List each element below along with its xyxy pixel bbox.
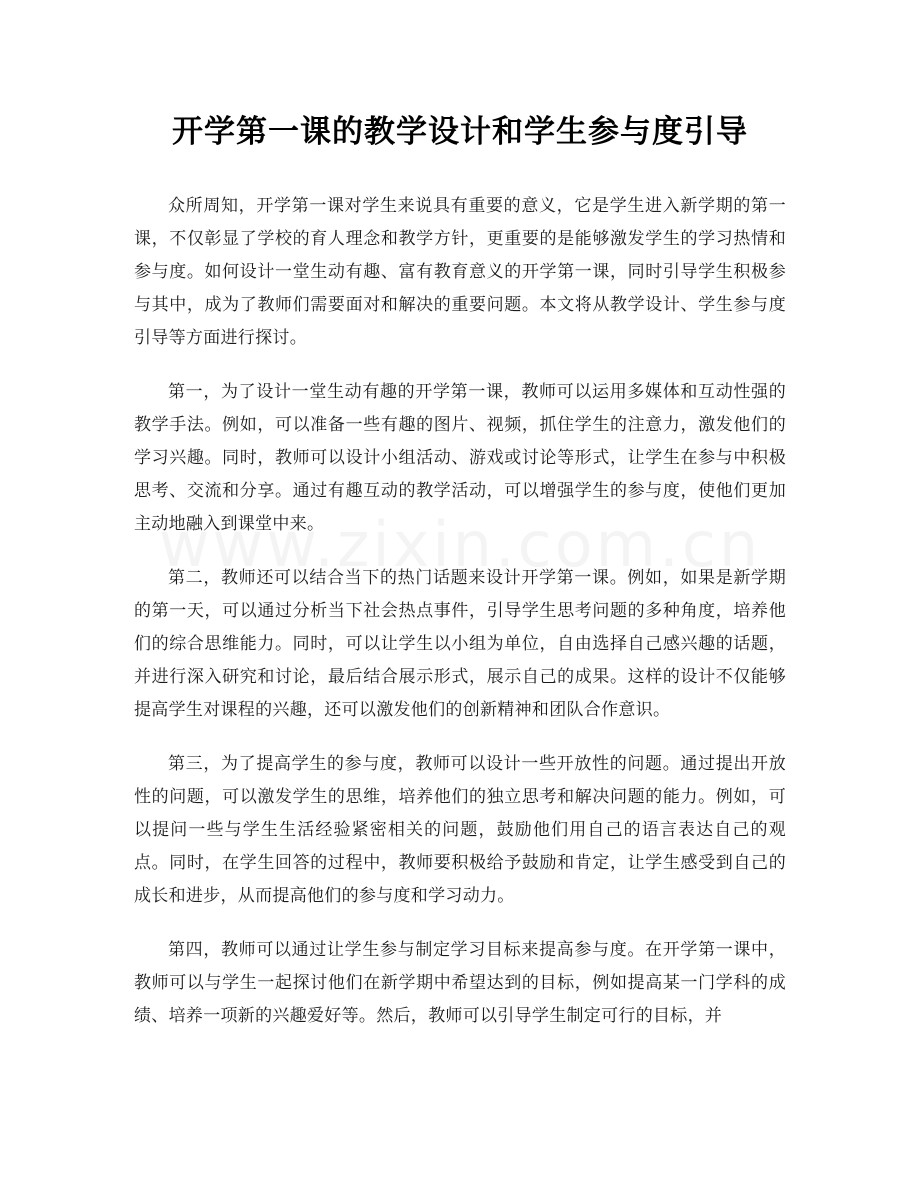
paragraph-third-point: 第三，为了提高学生的参与度，教师可以设计一些开放性的问题。通过提出开放性的问题，可以激发学生的思维，培养他们的独立思考和解决问题的能力。例如，可以提问一些与学生生活经验紧密相关的问题，鼓励他们用自己的语言表达自己的观点。同时，在学生回答的过程中，教师要积极给予鼓励和肯定，让学生感受到自己的成长和进步，从而提高他们的参与度和学习动力。 (134, 754, 786, 906)
paragraph-fourth-point: 第四，教师可以通过让学生参与制定学习目标来提高参与度。在开学第一课中，教师可以与学生一起探讨他们在新学期中希望达到的目标，例如提高某一门学科的成绩、培养一项新的兴趣爱好等。然后，教师可以引导学生制定可行的目标，并 (134, 940, 786, 1026)
document-title: 开学第一课的教学设计和学生参与度引导 (172, 114, 748, 150)
paragraph-intro: 众所周知，开学第一课对学生来说具有重要的意义，它是学生进入新学期的第一课，不仅彰显了学校的育人理念和教学方针，更重要的是能够激发学生的学习热情和参与度。如何设计一堂生动有趣、富有教育意义的开学第一课，同时引导学生积极参与其中，成为了教师们需要面对和解决的重要问题。本文将从教学设计、学生参与度引导等方面进行探讨。 (134, 196, 786, 348)
document-body (134, 190, 786, 1033)
paragraph-first-point: 第一，为了设计一堂生动有趣的开学第一课，教师可以运用多媒体和互动性强的教学手法。例如，可以准备一些有趣的图片、视频，抓住学生的注意力，激发他们的学习兴趣。同时，教师可以设计小组活动、游戏或讨论等形式，让学生在参与中积极思考、交流和分享。通过有趣互动的教学活动，可以增强学生的参与度，使他们更加主动地融入到课堂中来。 (134, 382, 786, 534)
paragraph-second-point: 第二，教师还可以结合当下的热门话题来设计开学第一课。例如，如果是新学期的第一天，可以通过分析当下社会热点事件，引导学生思考问题的多种角度，培养他们的综合思维能力。同时，可以让学生以小组为单位，自由选择自己感兴趣的话题，并进行深入研究和讨论，最后结合展示形式，展示自己的成果。这样的设计不仅能够提高学生对课程的兴趣，还可以激发他们的创新精神和团队合作意识。 (134, 568, 786, 720)
